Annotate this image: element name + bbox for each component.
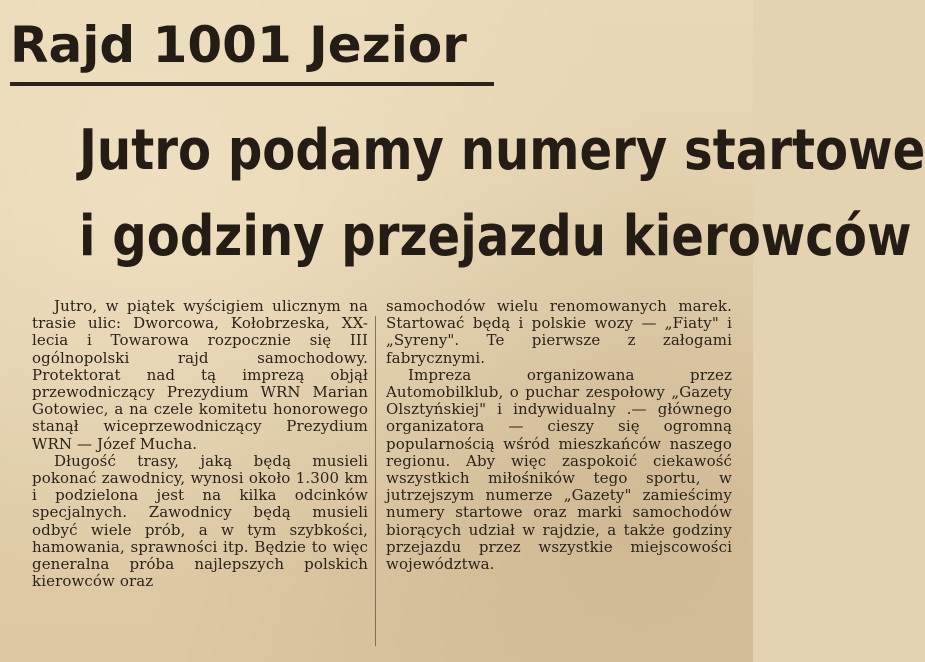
headline-line-2: i godziny przejazdu kierowców	[79, 204, 912, 269]
kicker-underline	[10, 82, 494, 86]
paragraph: Impreza organizowana przez Automobilklub, o puchar zespołowy „Gazety Olsztyńskiej" i indywidualny .— głównego organizatora — cieszy się ogromną popularnością wśród mieszkańców naszego regionu. Aby więc zaspokoić ciekawość wszystkich miłośników tego sportu, w jutrzejszym numerze „Gazety" zamieścimy numery startowe oraz marki samochodów biorących udział w rajdzie, a także godziny przejazdu przez wszystkie miejscowości województwa.	[386, 365, 732, 574]
article-column-left	[32, 298, 368, 658]
paragraph: Długość trasy, jaką będą musieli pokonać zawodnicy, wynosi około 1.300 km i podzielona jest na kilka odcinków specjalnych. Zawodnicy będą musieli odbyć wiele prób, a w tym szybkości, hamowania, sprawności itp. Będzie to więc generalna próba najlepszych polskich kierowców oraz	[32, 451, 368, 591]
headline-line-1: Jutro podamy numery startowe	[79, 118, 925, 183]
paragraph: Jutro, w piątek wyścigiem ulicznym na trasie ulic: Dworcowa, Kołobrzeska, XX-lecia i Towarowa rozpocznie się III ogólnopolski rajd samochodowy. Protektorat nad tą imprezą objął przewodniczący Prezydium WRN Marian Gotowiec, a na czele komitetu honorowego stanął wiceprzewodniczący Prezydium WRN — Józef Mucha.	[32, 297, 368, 453]
headline	[30, 108, 925, 294]
column-divider	[375, 316, 376, 646]
article-column-right	[386, 298, 732, 658]
section-kicker: Rajd 1001 Jezior	[10, 16, 467, 74]
paragraph: samochodów wielu renomowanych marek. Startować będą i polskie wozy — „Fiaty" i „Syreny". Te pierwsze z załogami fabrycznymi.	[386, 297, 732, 367]
